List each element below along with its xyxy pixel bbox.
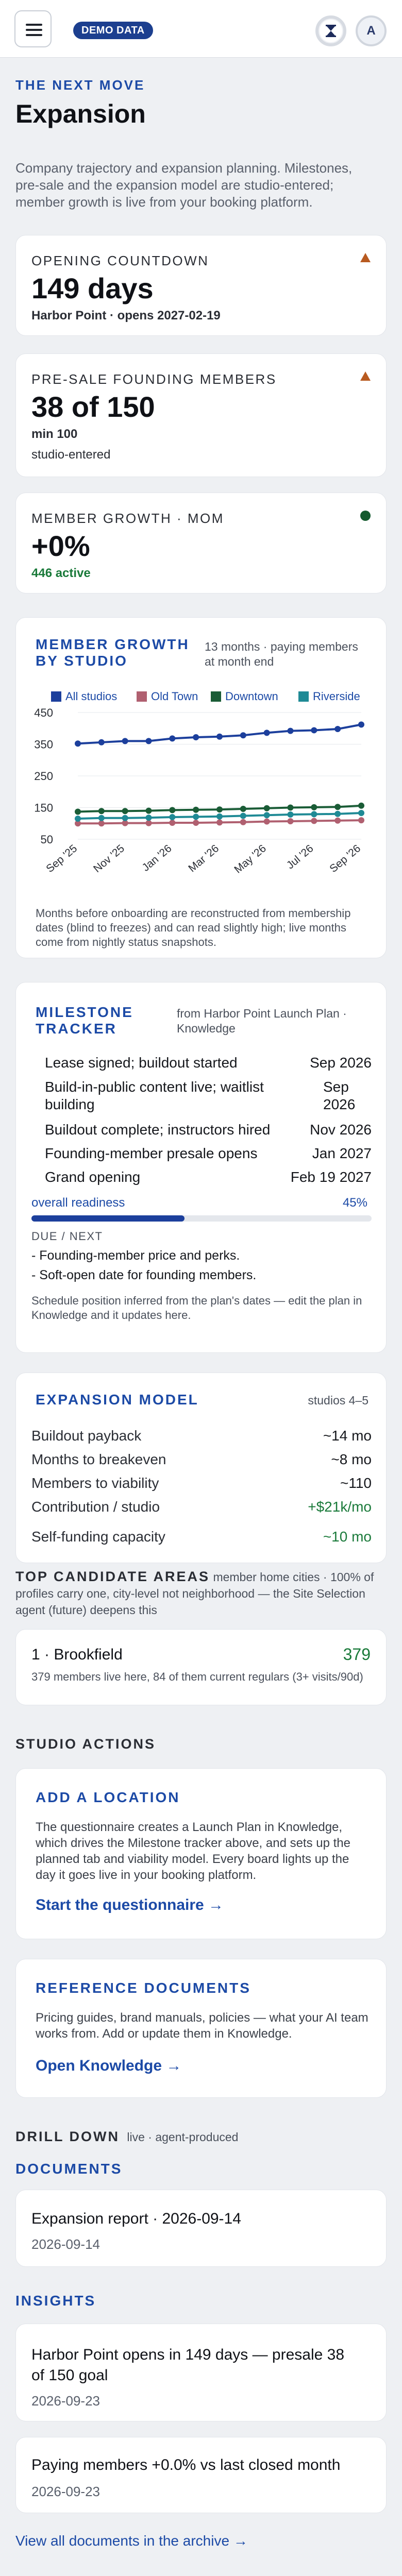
data-point (240, 819, 246, 825)
document-date: 2026-09-14 (31, 2236, 100, 2252)
model-value: ~8 mo (331, 1451, 372, 1467)
due-item: - Founding-member price and perks. (31, 1248, 240, 1263)
hamburger-icon-line (26, 29, 42, 31)
data-point (358, 810, 364, 816)
model-label: Buildout payback (31, 1428, 142, 1444)
candidate-area-count: 379 (343, 1645, 371, 1664)
presale-label: PRE-SALE FOUNDING MEMBERS (31, 371, 277, 387)
x-tick-label: Sep '26 (327, 842, 363, 875)
member-growth-value: +0% (31, 530, 90, 562)
data-point (216, 806, 223, 812)
chart-legend (36, 690, 376, 705)
data-point (358, 803, 364, 809)
milestone-row (31, 1078, 372, 1113)
studio-actions-title: STUDIO ACTIONS (15, 1736, 156, 1752)
data-point (288, 805, 294, 811)
due-next-label: DUE / NEXT (31, 1230, 103, 1243)
demo-data-badge: DEMO DATA (73, 22, 153, 39)
data-point (216, 734, 223, 740)
milestone-title (36, 1004, 133, 1037)
view-archive-link[interactable]: View all documents in the archive → (15, 2533, 248, 2549)
legend-item (137, 690, 198, 703)
model-row (31, 1475, 372, 1492)
active-members: 446 active (31, 566, 91, 580)
data-point (240, 806, 246, 812)
milestone-date: Sep 2026 (323, 1079, 356, 1112)
drilldown-header (15, 2129, 238, 2145)
data-point (264, 819, 270, 825)
due-item: - Soft-open date for founding members. (31, 1268, 257, 1282)
chart-title-line: BY STUDIO (36, 653, 128, 669)
data-point (264, 812, 270, 818)
data-point (98, 739, 105, 745)
data-point (216, 819, 223, 825)
y-tick-label: 250 (34, 770, 53, 783)
start-questionnaire-link[interactable]: Start the questionnaire → (36, 1896, 224, 1913)
page-title: Expansion (15, 99, 146, 128)
data-point (98, 820, 105, 826)
candidate-area-item[interactable] (15, 1629, 387, 1705)
x-tick-label: Nov '25 (91, 842, 127, 875)
data-point (334, 811, 341, 817)
readiness-progress-bar (31, 1215, 372, 1222)
model-value: ~14 mo (323, 1428, 372, 1444)
y-tick-label: 50 (40, 833, 53, 846)
warning-triangle-icon (360, 253, 371, 262)
x-tick-label: Jan '26 (140, 842, 174, 874)
data-point (98, 815, 105, 821)
data-point (311, 818, 317, 824)
insight-item[interactable] (15, 2324, 387, 2421)
data-point (146, 815, 152, 821)
page-eyebrow: THE NEXT MOVE (15, 77, 145, 93)
data-point (334, 818, 341, 824)
insight-title: Paying members +0.0% vs last closed month (31, 2456, 341, 2473)
legend-swatch (51, 691, 61, 702)
data-point (334, 804, 341, 810)
add-location-card (15, 1768, 387, 1939)
milestone-title-line: TRACKER (36, 1021, 117, 1037)
insight-item[interactable] (15, 2437, 387, 2513)
data-point (264, 730, 270, 736)
milestone-row (31, 1122, 372, 1138)
page-description: Company trajectory and expansion planning. Milestones, pre-sale and the expansion model are studio-entered; member growth is live from your booking platform. (15, 160, 353, 210)
milestone-row (31, 1055, 372, 1071)
milestone-source: from Harbor Point Launch Plan · Knowledge (177, 1007, 347, 1035)
data-point (169, 807, 175, 813)
data-point (288, 728, 294, 734)
insight-date: 2026-09-23 (31, 2393, 100, 2409)
reference-documents-card (15, 1959, 387, 2098)
open-knowledge-link[interactable]: Open Knowledge → (36, 2057, 182, 2074)
chart-meta: 13 months · paying members at month end (205, 640, 358, 668)
milestone-label: Build-in-public content live; waitlist building (45, 1079, 264, 1112)
candidate-area-detail: 379 members live here, 84 of them current regulars (3+ visits/90d) (31, 1670, 363, 1683)
model-label: Months to breakeven (31, 1451, 166, 1467)
countdown-value: 149 days (31, 272, 154, 304)
data-point (288, 818, 294, 824)
presale-min: min 100 (31, 427, 78, 441)
milestone-label: Grand opening (45, 1169, 141, 1185)
chart-footnote: Months before onboarding are reconstructed from membership dates (blind to freezes) and can read slightly high; live months come from nightly status snapshots. (36, 907, 351, 948)
milestone-tracker-card (15, 982, 387, 1353)
data-point (169, 814, 175, 820)
legend-label: Old Town (151, 690, 198, 703)
data-point (240, 732, 246, 738)
milestone-row (31, 1169, 372, 1185)
model-value: +$21k/mo (308, 1499, 372, 1515)
drilldown-meta: live · agent-produced (127, 2130, 239, 2144)
milestone-date: Sep 2026 (310, 1055, 372, 1071)
document-title: Expansion report · 2026-09-14 (31, 2210, 241, 2227)
data-point (146, 820, 152, 826)
data-point (169, 735, 175, 741)
countdown-detail: Harbor Point · opens 2027-02-19 (31, 309, 221, 323)
data-point (98, 808, 105, 814)
milestone-label: Buildout complete; instructors hired (45, 1122, 271, 1138)
x-tick-label: Mar '26 (186, 842, 222, 875)
x-tick-label: Jul '26 (284, 842, 316, 872)
data-point (216, 814, 223, 820)
readiness-progress-fill (31, 1215, 185, 1222)
hamburger-icon-line (26, 24, 42, 26)
data-point (311, 811, 317, 817)
hourglass-icon (324, 24, 338, 38)
hamburger-menu-button[interactable] (14, 10, 52, 47)
legend-item (51, 690, 117, 703)
data-point (75, 740, 81, 747)
insight-date: 2026-09-23 (31, 2484, 100, 2499)
model-meta: studios 4–5 (308, 1394, 368, 1407)
model-row (31, 1428, 372, 1444)
milestone-date: Jan 2027 (312, 1145, 372, 1161)
data-point (122, 815, 128, 821)
y-tick-label: 350 (34, 738, 53, 751)
chart-title (36, 636, 190, 669)
data-point (311, 727, 317, 733)
data-point (334, 726, 341, 732)
x-tick-label: Sep '25 (44, 842, 80, 875)
readiness-label: overall readiness (31, 1196, 125, 1210)
data-point (169, 820, 175, 826)
member-growth-card (15, 493, 387, 594)
reference-documents-body: Pricing guides, brand manuals, policies — what your AI team works from. Add or update them in Knowledge. (36, 2011, 368, 2041)
data-point (122, 808, 128, 814)
add-location-title: ADD A LOCATION (36, 1789, 180, 1805)
legend-swatch (211, 691, 221, 702)
milestone-label: Lease signed; buildout started (45, 1055, 238, 1071)
model-row (31, 1451, 372, 1468)
presale-card (15, 353, 387, 477)
presale-value: 38 of 150 (31, 391, 155, 423)
data-point (311, 804, 317, 810)
candidate-area-name: 1 · Brookfield (31, 1646, 123, 1663)
candidate-areas-meta: member home cities · 100% of profiles carry one, city-level not neighborhood — the Site Selection agent (future) deepens this (15, 1570, 374, 1617)
data-point (288, 811, 294, 818)
hourglass-button[interactable] (315, 15, 346, 46)
model-title: EXPANSION MODEL (36, 1392, 199, 1408)
data-point (193, 820, 199, 826)
data-point (146, 808, 152, 814)
legend-item (211, 690, 278, 703)
model-label: Members to viability (31, 1475, 159, 1491)
legend-swatch (298, 691, 309, 702)
data-point (240, 812, 246, 819)
data-point (146, 738, 152, 744)
member-growth-chart-card (15, 617, 387, 958)
legend-label: Riverside (313, 690, 360, 703)
data-point (358, 817, 364, 823)
milestone-date: Nov 2026 (310, 1122, 372, 1138)
avatar[interactable]: A (356, 15, 387, 46)
opening-countdown-card (15, 235, 387, 336)
chart-title-line: MEMBER GROWTH (36, 636, 190, 652)
milestone-title-line: MILESTONE (36, 1004, 133, 1020)
countdown-label: OPENING COUNTDOWN (31, 253, 209, 268)
model-row (31, 1499, 372, 1515)
data-point (193, 807, 199, 813)
hamburger-icon-line (26, 34, 42, 36)
drilldown-title: DRILL DOWN (15, 2129, 120, 2144)
legend-item (298, 690, 360, 703)
milestone-note: Schedule position inferred from the plan's dates — edit the plan in Knowledge and it updates here. (31, 1294, 362, 1321)
insight-title: Harbor Point opens in 149 days — presale 38 of 150 goal (31, 2346, 345, 2384)
reference-documents-title: REFERENCE DOCUMENTS (36, 1980, 251, 1996)
presale-note: studio-entered (31, 448, 111, 462)
legend-label: Downtown (225, 690, 278, 703)
legend-label: All studios (65, 690, 118, 703)
add-location-body: The questionnaire creates a Launch Plan in Knowledge, which drives the Milestone tracker above, and sets up the planned tab and viability model. Every board lights up the day it goes live in your booking platform. (36, 1820, 350, 1882)
data-point (193, 734, 199, 740)
data-point (122, 738, 128, 744)
model-label: Contribution / studio (31, 1499, 160, 1515)
data-point (193, 814, 199, 820)
data-point (264, 805, 270, 811)
documents-title: DOCUMENTS (15, 2161, 123, 2177)
legend-swatch (137, 691, 147, 702)
model-value: ~110 (340, 1475, 372, 1491)
model-row (31, 1529, 372, 1545)
insights-title: INSIGHTS (15, 2293, 96, 2309)
expansion-model-card (15, 1372, 387, 1563)
readiness-value: 45% (342, 1196, 367, 1210)
milestone-row (31, 1145, 372, 1162)
candidate-areas-title: TOP CANDIDATE AREAS (15, 1569, 210, 1584)
model-value: ~10 mo (323, 1529, 372, 1545)
model-label: Self-funding capacity (31, 1529, 165, 1545)
status-dot-icon (360, 511, 371, 521)
member-growth-chart (16, 707, 372, 883)
milestone-date: Feb 19 2027 (290, 1169, 372, 1185)
document-item[interactable] (15, 2190, 387, 2267)
y-tick-label: 150 (34, 801, 53, 815)
data-point (75, 816, 81, 822)
warning-triangle-icon (360, 371, 371, 381)
x-tick-label: May '26 (232, 842, 269, 876)
milestone-label: Founding-member presale opens (45, 1145, 258, 1161)
data-point (75, 808, 81, 815)
y-tick-label: 450 (34, 707, 53, 719)
candidate-areas-header (15, 1568, 387, 1618)
top-bar (0, 0, 402, 58)
member-growth-label: MEMBER GROWTH · MOM (31, 511, 224, 526)
data-point (358, 721, 364, 727)
